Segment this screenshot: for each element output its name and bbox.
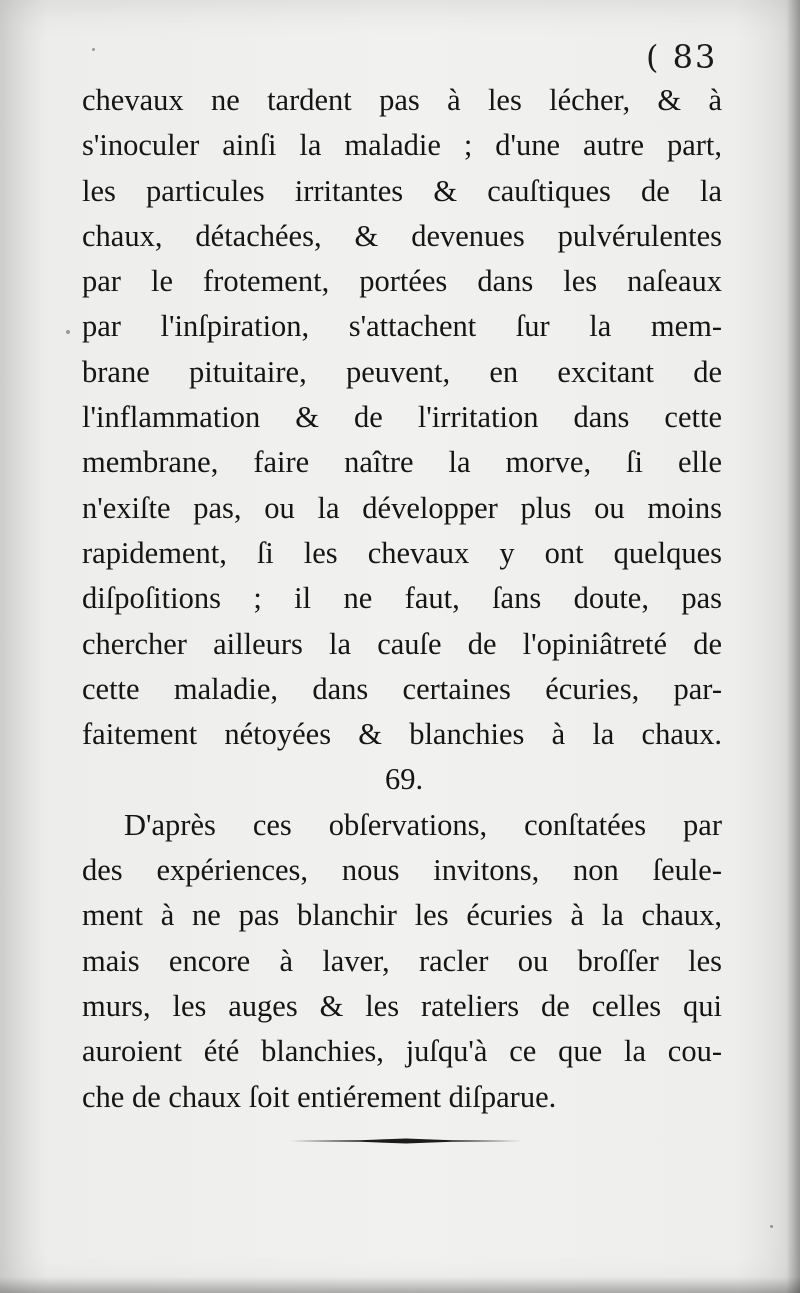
text-line: par le frotement, portées dans les naſeaux xyxy=(82,264,722,299)
ornamental-rule xyxy=(290,1137,522,1145)
paragraph-2 xyxy=(82,803,722,1120)
paragraph-1 xyxy=(82,78,722,757)
text-line: chaux, détachées, & devenues pulvérulentes xyxy=(82,218,722,253)
ink-speck xyxy=(92,48,95,51)
text-line: l'inflammation & de l'irritation dans cette xyxy=(82,400,722,435)
text-line: mais encore à laver, racler ou broſſer les xyxy=(82,943,722,978)
text-line: les particules irritantes & cauſtiques de la xyxy=(82,173,722,208)
text-line: par l'inſpiration, s'attachent ſur la mem- xyxy=(82,309,722,344)
text-line: ment à ne pas blanchir les écuries à la chaux, xyxy=(82,898,722,933)
ink-speck xyxy=(770,1225,773,1228)
text-line: auroient été blanchies, juſqu'à ce que la cou- xyxy=(82,1034,722,1069)
text-line: faitement nétoyées & blanchies à la chaux. xyxy=(82,717,722,752)
text-line: des expériences, nous invitons, non ſeule- xyxy=(82,853,722,888)
text-line: D'après ces obſervations, conſtatées par xyxy=(124,807,722,842)
section-number: 69. xyxy=(384,762,424,797)
text-line: brane pituitaire, peuvent, en excitant de xyxy=(82,354,722,389)
page-number: ( 83 xyxy=(646,38,718,76)
text-line: chercher ailleurs la cauſe de l'opiniâtreté de xyxy=(82,626,722,661)
page-edge-shadow-bottom xyxy=(0,1277,800,1293)
text-line: che de chaux ſoit entiérement diſparue. xyxy=(82,1079,557,1114)
page-text xyxy=(82,78,722,1120)
text-line: n'exiſte pas, ou la développer plus ou moins xyxy=(82,490,722,525)
ink-speck xyxy=(66,330,70,334)
text-line: rapidement, ſi les chevaux y ont quelques xyxy=(82,535,722,570)
text-line: chevaux ne tardent pas à les lécher, & à xyxy=(82,83,722,117)
text-line: s'inoculer ainſi la maladie ; d'une autre part, xyxy=(82,128,722,163)
text-line: cette maladie, dans certaines écuries, par- xyxy=(82,671,722,706)
page-edge-shadow-right xyxy=(786,0,800,1293)
text-line: membrane, faire naître la morve, ſi elle xyxy=(82,445,722,480)
text-line: diſpoſitions ; il ne faut, ſans doute, pas xyxy=(82,581,722,616)
text-line: murs, les auges & les rateliers de celles qui xyxy=(82,988,722,1023)
